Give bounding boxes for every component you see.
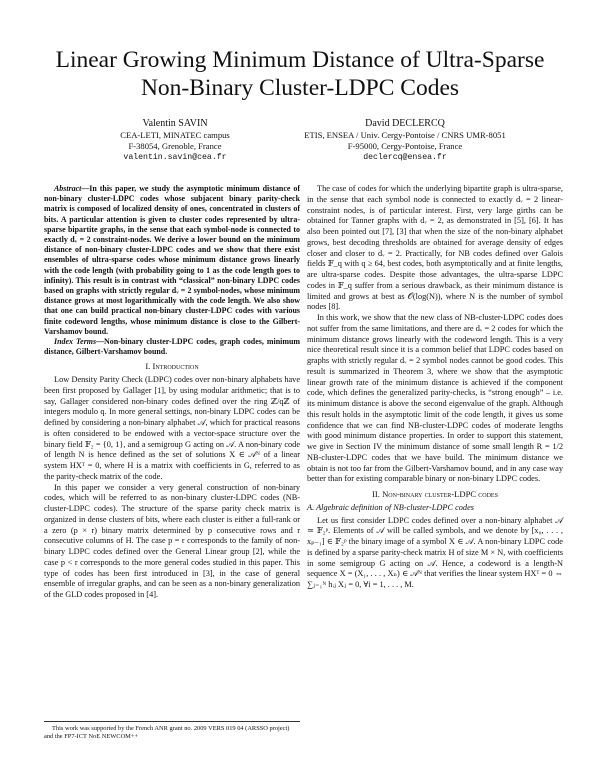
author-address: F-38054, Grenoble, France (128, 141, 222, 151)
body-paragraph: The case of codes for which the underlying bipartite graph is ultra-sparse, in the sense that each symbol node is connected to exactly dᵥ = 2 linear-constraint nodes, is of particular interest. First, very large girths can be obtained for Tanner graphs with dᵥ = 2, as demonstrated in [5], [6]. It has also been pointed out [7], [3] that when the size of the non-binary alphabet grows, best decoding thresholds are obtained for average density of edges closer and closer to dᵥ = 2. Practically, for NB codes defined over Galois fields 𝔽_q with q ≥ 64, best codes, both asymptotically and at finite lengths, are ultra-sparse codes. Despite those advantages, the ultra-sparse LDPC codes in 𝔽_q suffer from a serious drawback, as their minimum distance is limited and grows at best as 𝒪(log(N)), where N is the number of symbol nodes [8]. (307, 184, 563, 312)
author-block-declercq (280, 118, 530, 163)
abstract-text: —In this paper, we study the asymptotic minimum distance of non-binary cluster-LDPC codes whose subjacent binary parity-check matrix is composed of localized density of ones, concentrated in clusters of bits. A particular attention is given to cluster codes represented by ultra-sparse bipartite graphs, in the sense that each symbol-node is connected to exactly dᵥ = 2 constraint-nodes. We derive a lower bound on the minimum distance of non-binary cluster-LDPC codes and we show that there exist ensembles of ultra-sparse codes whose minimum distance grows linearly with the code length (with probability going to 1 as the code length goes to infinity). This result is in contrast with “classical” non-binary LDPC codes based on graphs with strictly regular dᵥ = 2 symbol-nodes, whose minimum distance grows at most logarithmically with the code length. We also show that one can build practical non-binary cluster-LDPC codes with various finite codeword lengths, whose minimum distance is close to the Gilbert-Varshamov bound. (44, 184, 300, 336)
paper-title (20, 46, 580, 102)
index-terms (44, 337, 300, 357)
index-terms-text: —Non-binary cluster-LDPC codes, graph codes, minimum distance, Gilbert-Varshamov bound. (44, 337, 300, 357)
author-affiliation: CEA-LETI, MINATEC campus (120, 130, 230, 140)
author-email: valentin.savin@cea.fr (123, 153, 227, 162)
body-paragraph: In this work, we show that the new class of NB-cluster-LDPC codes does not suffer from the same limitations, and there are dᵥ = 2 codes for which the minimum distance grows linearly with the codeword length. This is a very nice theoretical result since it is a common belief that LDPC codes based on graphs with strictly regular dᵥ = 2 symbol nodes cannot be good codes. This result is summarized in Theorem 3, where we show that the asymptotic linear growth rate of the minimum distance is achieved if the component code, which defines the generalized parity-checks, is “strong enough” – i.e. its minimum distance is above the second eigenvalue of the graph. Although this result holds in the asymptotic limit of the code length, it gives us some confidence that we can find NB-cluster-LDPC codes of moderate lengths with good minimum distance properties. In order to support this statement, we give in Section IV the minimum distance of some small length R = 1/2 NB-cluster-LDPC codes that we have build. The minimum distance we obtain is not too far from the Gilbert-Varshamov bound, and in any case way better than for existing comparable binary or non-binary LDPC codes. (307, 313, 563, 484)
section-heading-introduction: I. Introduction (145, 361, 199, 372)
footnote (44, 721, 300, 741)
body-paragraph: In this paper we consider a very general construction of non-binary codes, which will be referred to as non-binary cluster-LDPC codes (NB-cluster-LDPC codes). The structure of the sparse parity check matrix is organized in dense clusters of bits, where each cluster is either a full-rank or a zero (p × r) binary matrix determined by p consecutive rows and r consecutive columns of H. The case p = r corresponds to the family of non-binary LDPC codes defined over the General Linear group [2], while the case p < r corresponds to the more general codes studied in this paper. This type of codes has been first introduced in [3], in the case of general ensemble of irregular graphs, and can be seen as a non-binary generalization of the GLD codes proposed in [4]. (44, 482, 300, 600)
title-line-1: Linear Growing Minimum Distance of Ultra-Sparse (55, 47, 545, 73)
abstract (44, 184, 300, 337)
title-line-2: Non-Binary Cluster-LDPC Codes (140, 75, 460, 101)
right-column (307, 184, 563, 591)
body-paragraph: Let us first consider LDPC codes defined over a non-binary alphabet 𝒜 ≃ 𝔽₂ᵖ. Elements of 𝒜 will be called symbols, and we denote by [x₀, . . . , xₚ₋₁] ∈ 𝔽₂ᵖ the binary image of a symbol X ∈ 𝒜. A non-binary LDPC code is defined by a sparse parity-check matrix H of size M × N, with coefficients in some semigroup G acting on 𝒜. Hence, a codeword is a length-N sequence X = (X₁, . . . , Xₙ) ∈ 𝒜ᴺ that verifies the linear system HXᵀ = 0 ⇔ ∑ⱼ₌₁ᴺ hᵢⱼ Xⱼ = 0, ∀i = 1, . . . , M. (307, 515, 563, 589)
author-block-savin (60, 118, 290, 163)
body-paragraph: Low Density Parity Check (LDPC) codes over non-binary alphabets have been first proposed by Gallager [1], by using modular arithmetic; that is to say, Gallager considered non-binary codes defined over the ring ℤ/qℤ of integers modulo q. In more general settings, non-binary LDPC codes can be defined by considering a non-binary alphabet 𝒜, which for practical reasons is often considered to be endowed with a vector-space structure over the binary field 𝔽₂ = {0, 1}, and a semigroup G acting on 𝒜. A non-binary code of length N is hence defined as the set of solutions X ∈ 𝒜ᴺ of a linear system HXᵀ = 0, where H is a matrix with coefficients in G, referred to as the parity-check matrix of the code. (44, 375, 300, 481)
author-address: F-95000, Cergy-Pontoise, France (347, 141, 463, 151)
author-email: declercq@ensea.fr (363, 153, 447, 162)
author-name: Valentin SAVIN (142, 118, 208, 129)
index-terms-lead: Index Terms (54, 337, 97, 347)
footnote-text: This work was supported by the French ANR grant no. 2009 VERS 019 04 (ARSSO project) and the FP7-ICT NoE NEWCOM++ (44, 725, 290, 740)
section-heading-non-binary: II. Non-binary cluster-LDPC codes (372, 489, 498, 499)
left-column (44, 184, 300, 601)
abstract-lead: Abstract (54, 184, 82, 193)
author-name: David DECLERCQ (365, 118, 445, 129)
subsection-heading-algebraic: A. Algebraic definition of NB-cluster-LDPC codes (307, 502, 474, 512)
author-affiliation: ETIS, ENSEA / Univ. Cergy-Pontoise / CNRS UMR-8051 (304, 130, 506, 140)
